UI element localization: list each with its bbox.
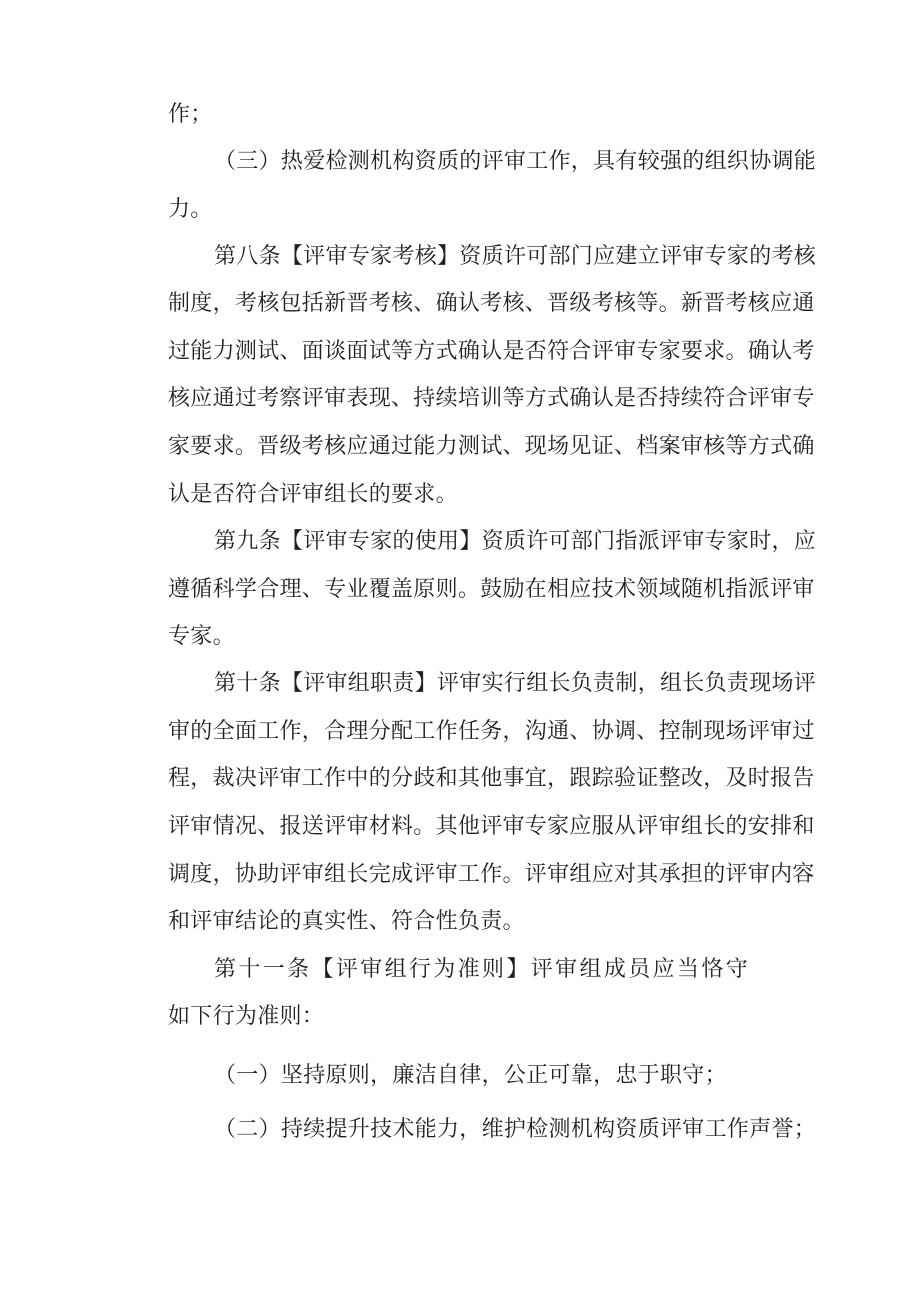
text-line: （三）热爱检测机构资质的评审工作，具有较强的组织协调能	[214, 149, 817, 174]
text-line: 力。	[168, 197, 213, 222]
article-10-heading-line: 第十条【评审组职责】评审实行组长负责制，组长负责现场评	[214, 671, 817, 696]
text-line: 核应通过考察评审表现、持续培训等方式确认是否持续符合评审专	[168, 386, 815, 411]
text-line: 过能力测试、面谈面试等方式确认是否符合评审专家要求。确认考	[168, 339, 815, 364]
text-line: 调度，协助评审组长完成评审工作。评审组应对其承担的评审内容	[168, 862, 815, 887]
text-line: 认是否符合评审组长的要求。	[168, 482, 458, 507]
text-line: 作；	[168, 102, 213, 127]
text-line: 制度，考核包括新晋考核、确认考核、晋级考核等。新晋考核应通	[168, 291, 815, 316]
article-8-heading-line: 第八条【评审专家考核】资质许可部门应建立评审专家的考核	[214, 244, 817, 269]
text-line: 和评审结论的真实性、符合性负责。	[168, 909, 525, 934]
text-line: 程，裁决评审工作中的分歧和其他事宜，跟踪验证整改，及时报告	[168, 766, 815, 791]
text-line: 遵循科学合理、专业覆盖原则。鼓励在相应技术领域随机指派评审	[168, 577, 815, 602]
text-line: 家要求。晋级考核应通过能力测试、现场见证、档案审核等方式确	[168, 434, 815, 459]
list-item-1: （一）坚持原则，廉洁自律，公正可靠，忠于职守；	[214, 1063, 727, 1088]
text-line: 评审情况、报送评审材料。其他评审专家应服从评审组长的安排和	[168, 814, 815, 839]
list-item-2: （二）持续提升技术能力，维护检测机构资质评审工作声誉；	[214, 1117, 817, 1142]
article-9-heading-line: 第九条【评审专家的使用】资质许可部门指派评审专家时，应	[214, 529, 817, 554]
text-line: 审的全面工作，合理分配工作任务，沟通、协调、控制现场评审过	[168, 719, 815, 744]
article-11-heading-line: 第十一条【评审组行为准则】评审组成员应当恪守	[214, 957, 748, 982]
text-line: 专家。	[168, 624, 235, 649]
text-line: 如下行为准则：	[168, 1004, 325, 1029]
